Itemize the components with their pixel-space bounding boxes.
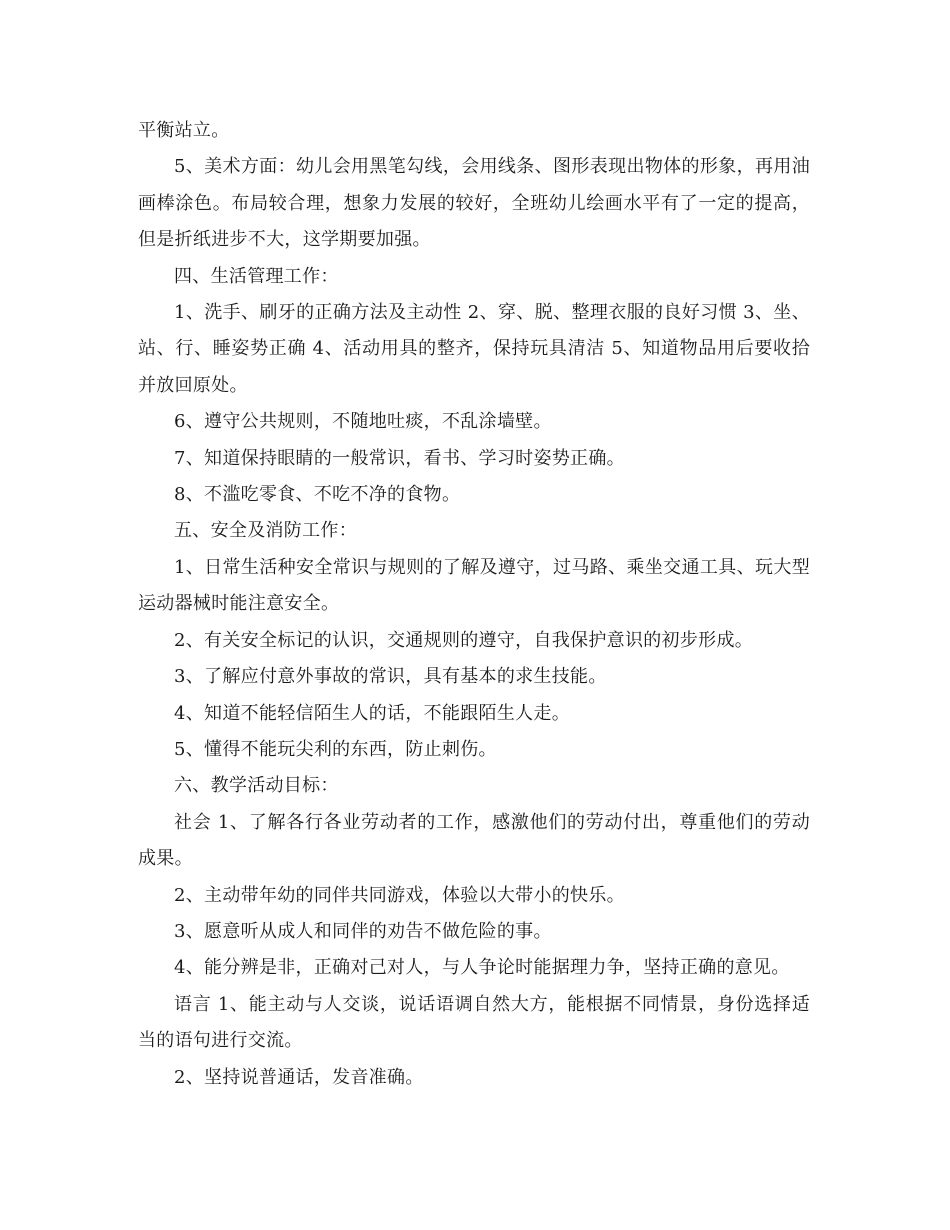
paragraph-accident-knowledge: 3、了解应付意外事故的常识，具有基本的求生技能。 — [174, 666, 607, 688]
paragraph-safety-signs: 2、有关安全标记的认识，交通规则的遵守，自我保护意识的初步形成。 — [174, 629, 754, 651]
paragraph-social-1: 社会 1、了解各行各业劳动者的工作，感激他们的劳动付出，尊重他们的劳动成果。 — [138, 811, 810, 870]
paragraph-food: 8、不滥吃零食、不吃不净的食物。 — [174, 484, 461, 506]
paragraph-life-habits: 1、洗手、刷牙的正确方法及主动性 2、穿、脱、整理衣服的良好习惯 3、坐、站、行、睡姿势正确 4、活动用具的整齐，保持玩具清洁 5、知道物品用后要收拾并放回原处。 — [138, 302, 810, 396]
section-heading-life-management: 四、生活管理工作： — [174, 265, 339, 287]
paragraph-art-progress: 5、美术方面：幼儿会用黑笔勾线，会用线条、图形表现出物体的形象，再用油画棒涂色。布局较合理，想象力发展的较好，全班幼儿绘画水平有了一定的提高，但是折纸进步不大，这学期要加强。 — [138, 156, 810, 251]
paragraph-social-4: 4、能分辨是非，正确对己对人，与人争论时能据理力争，坚持正确的意见。 — [174, 957, 790, 979]
paragraph-language-2: 2、坚持说普通话，发音准确。 — [174, 1066, 424, 1088]
paragraph-social-3: 3、愿意听从成人和同伴的劝告不做危险的事。 — [174, 920, 552, 942]
paragraph-eye-care: 7、知道保持眼睛的一般常识，看书、学习时姿势正确。 — [174, 447, 625, 469]
paragraph-continuation: 平衡站立。 — [138, 120, 230, 141]
paragraph-safety-rules: 1、日常生活种安全常识与规则的了解及遵守，过马路、乘坐交通工具、玩大型运动器械时能注意安全。 — [138, 556, 810, 615]
paragraph-social-2: 2、主动带年幼的同伴共同游戏，体验以大带小的快乐。 — [174, 884, 625, 906]
document-body — [138, 113, 810, 1096]
paragraph-language-1: 语言 1、能主动与人交谈，说话语调自然大方，能根据不同情景，身份选择适当的语句进行交流。 — [138, 993, 810, 1052]
paragraph-public-rules: 6、遵守公共规则，不随地吐痰，不乱涂墙壁。 — [174, 411, 552, 433]
section-heading-teaching-goals: 六、教学活动目标： — [174, 775, 339, 797]
paragraph-sharp-objects: 5、懂得不能玩尖利的东西，防止刺伤。 — [174, 738, 497, 760]
section-heading-safety: 五、安全及消防工作： — [174, 520, 357, 542]
paragraph-strangers: 4、知道不能轻信陌生人的话，不能跟陌生人走。 — [174, 702, 571, 724]
